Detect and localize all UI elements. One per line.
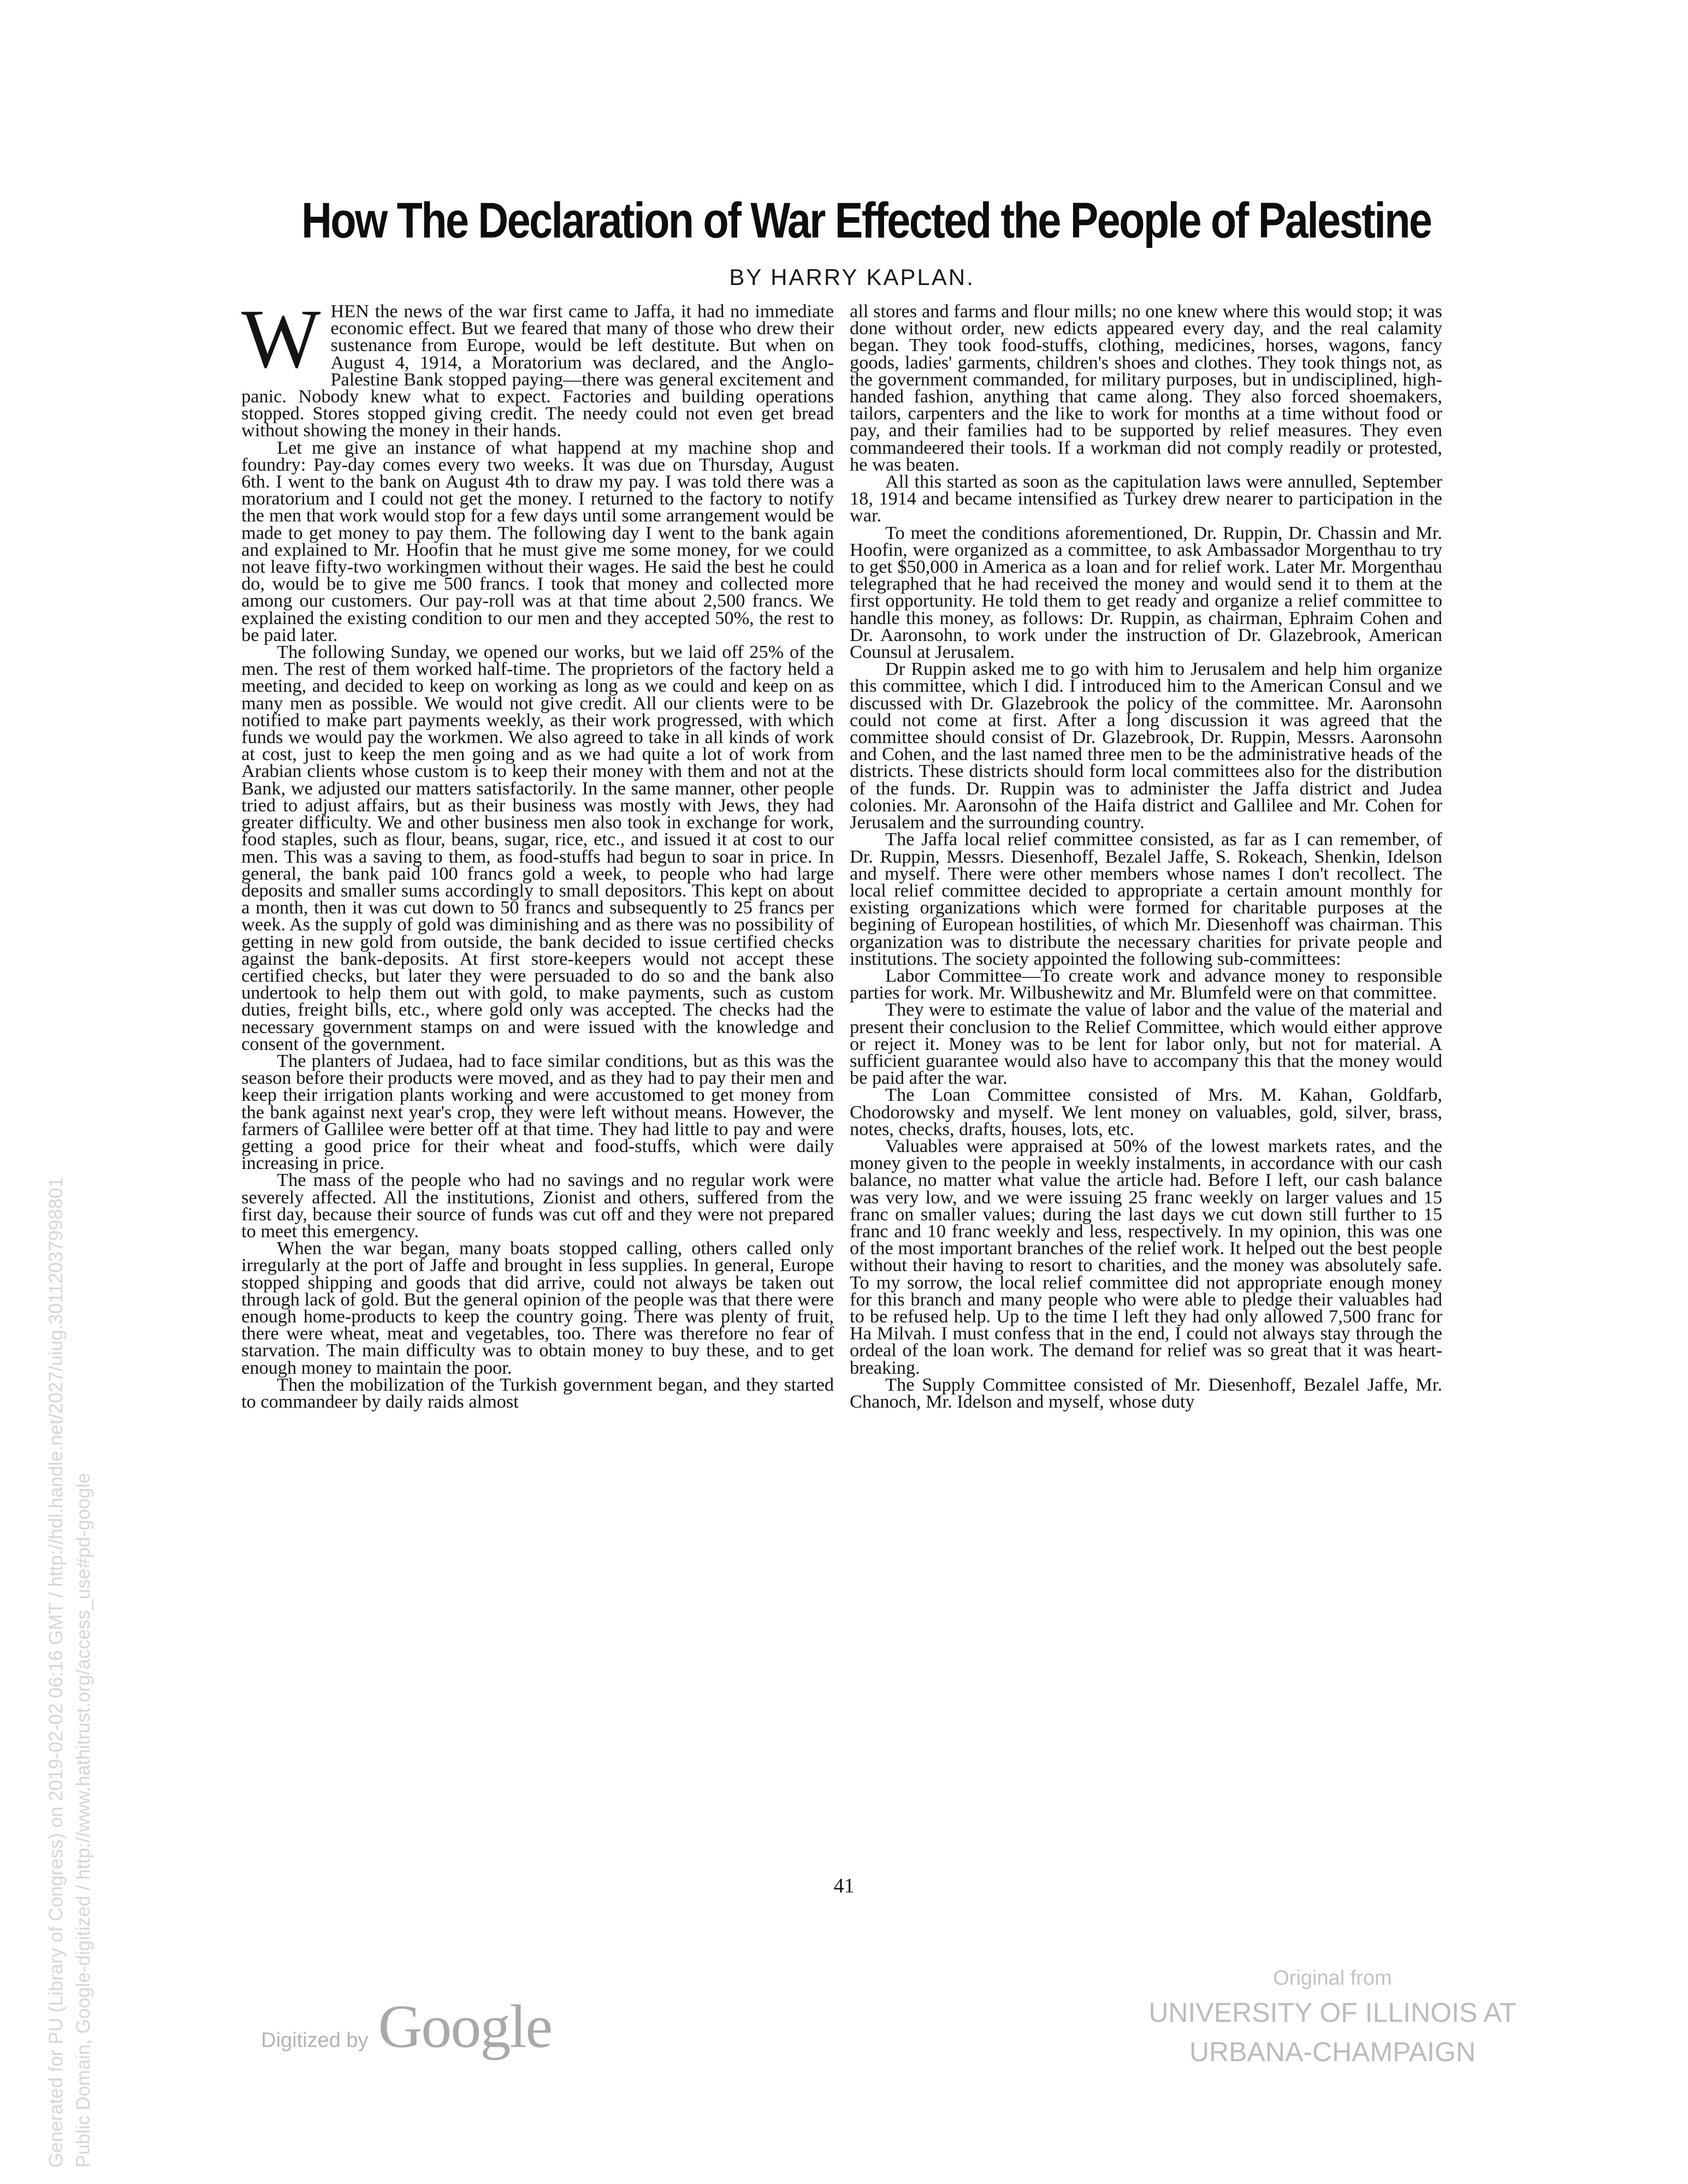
page-number: 41: [833, 1874, 855, 1897]
paragraph: The Supply Committee consisted of Mr. Diesenhoff, Bezalel Jaffe, Mr. Chanoch, Mr. Idelson and myself, whose duty: [850, 1374, 1442, 1412]
paragraph: The following Sunday, we opened our works, but we laid off 25% of the men. The rest of them worked half-time. The proprietors of the factory held a meeting, and decided to keep on working as long as we could and keep on as many men as possible. We would not give credit. All our clients were to be notified to make part payments weekly, as their work progressed, with which funds we would pay the workmen. We also agreed to take in all kinds of work at cost, just to keep the men going and as we had quite a lot of work from Arabian clients whose custom is to keep their money with them and not at the Bank, we adjusted our matters satisfactorily. In the same manner, other people tried to adjust affairs, but as their business was mostly with Jews, they had greater difficulty. We and other business men also took in exchange for work, food staples, such as flour, beans, sugar, rice, etc., and issued it at cost to our men. This was a saving to them, as food-stuffs had begun to soar in price. In general, the bank paid 100 francs gold a week, to people who had large deposits and smaller sums accordingly to small depositors. This kept on about a month, then it was cut down to 50 francs and subsequently to 25 francs per week. As the supply of gold was diminishing and as there was no possibility of getting in new gold from outside, the bank decided to issue certified checks against the bank-deposits. At first store-keepers would not accept these certified checks, but later they were persuaded to do so and the bank also undertook to help them out with gold, to make payments, such as custom duties, freight bills, etc., where gold only was accepted. The checks had the necessary government stamps on and were issued with the knowledge and consent of the government.: [241, 642, 834, 1054]
paragraph: [241, 303, 834, 440]
paragraph: Then the mobilization of the Turkish government began, and they started to commandeer by daily raids almost: [241, 1374, 834, 1412]
paragraph: Dr Ruppin asked me to go with him to Jerusalem and help him organize this committee, which I did. I introduced him to the American Consul and we discussed with Dr. Glazebrook the policy of the committee. Mr. Aaronsohn could not come at first. After a long discussion it was agreed that the committee should consist of Dr. Glazebrook, Dr. Ruppin, Messrs. Aaronsohn and Cohen, and the last named three men to be the administrative heads of the districts. These districts should form local committees also for the distribution of the funds. Dr. Ruppin was to administer the Jaffa district and Judea colonies. Mr. Aaronsohn of the Haifa district and Gallilee and Mr. Cohen for Jerusalem and the surrounding country.: [850, 658, 1442, 833]
paragraph: Let me give an instance of what happend at my machine shop and foundry: Pay-day comes every two weeks. It was due on Thursday, August 6th. I went to the bank on August 4th to draw my pay. I was told there was a moratorium and I could not get the money. I returned to the factory to notify the men that work would stop for a few days until some arrangement would be made to get money to pay them. The following day I went to the bank again and explained to Mr. Hoofin that he must give me some money, for we could not leave fifty-two workingmen without their wages. He said the best he could do, would be to give me 500 francs. I took that money and collected more among our customers. Our pay-roll was at that time about 2,500 francs. We explained the existing condition to our men and they accepted 50%, the rest to be paid later.: [241, 437, 834, 645]
original-from-credit: [1059, 1967, 1606, 2069]
google-logo: Google: [378, 1993, 552, 2061]
paragraph: Valuables were appraised at 50% of the lowest markets rates, and the money given to the people in weekly instalments, in accordance with our cash balance, no matter what value the article had. Before I left, our cash balance was very low, and we were issuing 25 franc weekly on larger values and 15 franc on smaller values; during the last days we cut down still further to 15 franc and 10 franc weekly and less, respectively. In my opinion, this was one of the most important branches of the relief work. It helped out the best people without their having to resort to charities, and the money was absolutely safe. To my sorrow, the local relief committee did not appropriate enough money for this branch and many people who were able to pledge their valuables had to be refused help. Up to the time I left they had only allowed 7,500 franc for Ha Milvah. I must confess that in the end, I could not always stay through the ordeal of the loan work. The demand for relief was so great that it was heart-breaking.: [850, 1135, 1442, 1378]
left-column: [241, 303, 834, 1854]
digitized-by-label: Digitized by: [261, 2029, 369, 2052]
paragraph: The planters of Judaea, had to face similar conditions, but as this was the season before their products were moved, and as they had to pay their men and keep their irrigation plants working and were accustomed to get money from the bank against next year's crop, they were left without means. However, the farmers of Gallilee were better off at that time. They had little to pay and were getting a good price for their wheat and food-stuffs, which were daily increasing in price.: [241, 1050, 834, 1174]
original-from-label: Original from: [1273, 1967, 1392, 1990]
hathitrust-watermark: [43, 1177, 97, 2168]
watermark-line: Public Domain, Google-digitized / http://www.hathitrust.org/access_use#pd-google: [73, 1473, 94, 2168]
paragraph: all stores and farms and flour mills; no one knew where this would stop; it was done without order, new edicts appeared every day, and the real calamity began. They took food-stuffs, clothing, medicines, horses, wagons, fancy goods, ladies' garments, children's shoes and clothes. They took things not, as the government commanded, for military purposes, but in undisciplined, high-handed fashion, anything that came along. They also forced shoemakers, tailors, carpenters and the like to work for months at a time without food or pay, and their families had to be supported by relief measures. They even commandeered their tools. If a workman did not comply readily or protested, he was beaten.: [850, 303, 1442, 475]
paragraph: To meet the conditions aforementioned, Dr. Ruppin, Dr. Chassin and Mr. Hoofin, were organized as a committee, to ask Ambassador Morgenthau to try to get $50,000 in America as a loan and for relief work. Later Mr. Morgenthau telegraphed that he had received the money and would send it to them at the first opportunity. He told them to get ready and organize a relief committee to handle this money, as follows: Dr. Ruppin, as chairman, Ephraim Cohen and Dr. Aaronsohn, to work under the instruction of Dr. Glazebrook, American Counsul at Jerusalem.: [850, 522, 1442, 663]
paragraph-text: HEN the news of the war first came to Jaffa, it had no immediate economic effect. But we feared that many of those who drew their sustenance from Europe, would be left destitute. But when on August 4, 1914, a Moratorium was declared, and the Anglo-Palestine Bank stopped paying—there was general excitement and panic. Nobody knew what to expect. Factories and building operations stopped. Stores stopped giving credit. The needy could not even get bread without showing the money in their hands.: [241, 303, 834, 441]
paragraph: The Loan Committee consisted of Mrs. M. Kahan, Goldfarb, Chodorowsky and myself. We lent money on valuables, gold, silver, brass, notes, checks, drafts, houses, lots, etc.: [850, 1084, 1442, 1140]
watermark-line: Generated for PU (Library of Congress) on 2019-02-02 06:16 GMT / http://hdl.handle.net/2027/uiug.30112037998801: [45, 1177, 67, 2168]
paragraph: They were to estimate the value of labor and the value of the material and present their conclusion to the Relief Committee, which would either approve or reject it. Money was to be lent for labor only, but not for material. A sufficient guarantee would also have to accompany this that the money would be paid after the war.: [850, 999, 1442, 1089]
article-title: How The Declaration of War Effected the People of Palestine: [301, 193, 1431, 248]
paragraph: The mass of the people who had no savings and no regular work were severely affected. All the institutions, Zionist and others, suffered from the first day, because their source of funds was cut off and they were not prepared to meet this emergency.: [241, 1170, 834, 1242]
paragraph: Labor Committee—To create work and advance money to responsible parties for work. Mr. Wilbushewitz and Mr. Blumfeld were on that committee.: [850, 965, 1442, 1004]
right-column: [850, 303, 1442, 1854]
article-byline: BY HARRY KAPLAN.: [729, 264, 975, 290]
university-line: URBANA-CHAMPAIGN: [1189, 2037, 1476, 2067]
paragraph: The Jaffa local relief committee consisted, as far as I can remember, of Dr. Ruppin, Messrs. Diesenhoff, Bezalel Jaffe, S. Rokeach, Shenkin, Idelson and myself. There were other members whose names I don't recollect. The local relief committee decided to appropriate a certain amount monthly for existing organizations which were formed for charitable purposes at the begining of European hostilities, of which Mr. Diesenhoff was chairman. This organization was to distribute the necessary charities for private people and institutions. The society appointed the following sub-committees:: [850, 829, 1442, 969]
university-line: UNIVERSITY OF ILLINOIS AT: [1148, 1997, 1517, 2028]
drop-cap: W: [241, 303, 321, 385]
paragraph: When the war began, many boats stopped calling, others called only irregularly at the port of Jaffe and brought in less supplies. In general, Europe stopped shipping and goods that did arrive, could not always be taken out through lack of gold. But the general opinion of the people was that there were enough home-products to keep the country going. There was plenty of fruit, there were wheat, meat and vegetables, too. There was therefore no fear of starvation. The main difficulty was to obtain money to buy these, and to get enough money to maintain the poor.: [241, 1238, 834, 1378]
digitized-by-google: [261, 1992, 552, 2062]
paragraph: All this started as soon as the capitulation laws were annulled, September 18, 1914 and became intensified as Turkey drew nearer to participation in the war.: [850, 471, 1442, 526]
